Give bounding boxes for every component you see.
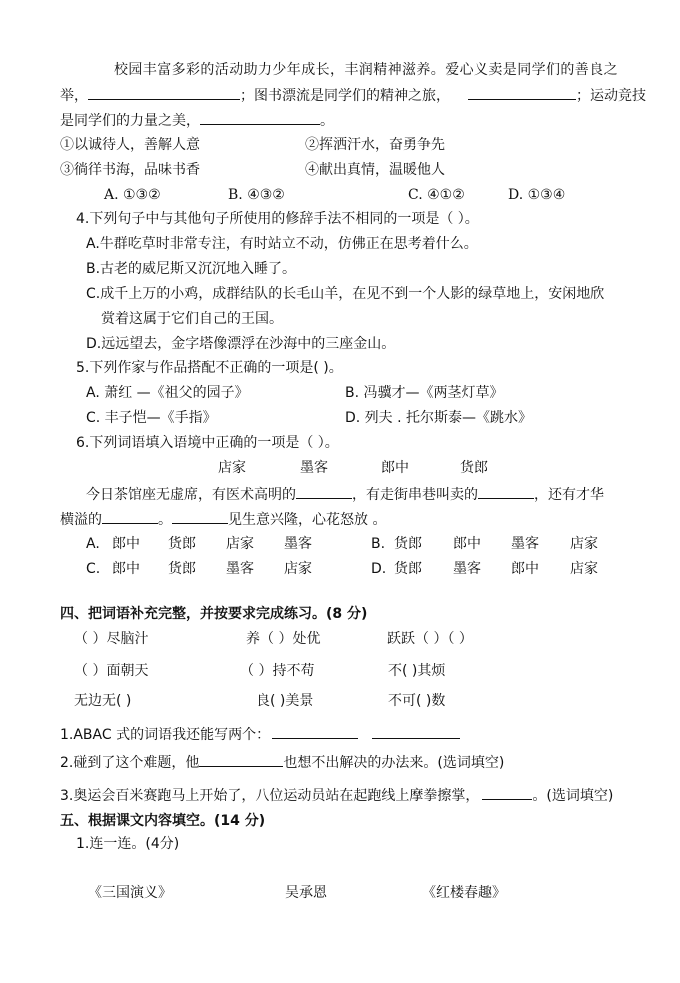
section-4-q1 [60,724,460,745]
q6-row-c-word: 店家 [284,561,312,577]
choice-b[interactable]: B. ④③② [228,187,285,203]
answer-blank[interactable] [468,85,576,100]
answer-blank[interactable] [482,785,532,800]
section-4-q3 [60,785,613,806]
q6-row-d-word: 货郎 [394,561,422,577]
match-item[interactable]: 《三国演义》 [88,885,172,901]
choice-c[interactable]: C. ④①② [408,187,465,203]
idiom-blank[interactable]: （ ）尽脑汁 [74,631,149,647]
passage-text: 。 [320,113,334,129]
q6-row-c-word: 墨客 [226,561,254,577]
q4-option-a[interactable]: A.牛群吃草时非常专注，有时站立不动，仿佛正在思考着什么。 [86,236,478,252]
passage-line-2 [60,85,646,106]
context-text: 今日茶馆座无虚席，有医术高明的 [86,487,296,503]
idiom-blank[interactable]: 不( )其烦 [388,663,446,679]
answer-blank[interactable] [372,724,460,739]
q4-stem: 4.下列句子中与其他句子所使用的修辞手法不相同的一项是（ ）。 [76,211,479,227]
q6-row-a-word: 墨客 [284,536,312,552]
q6-row-d-label[interactable]: D. [371,561,387,577]
q6-row-b-word: 货郎 [394,536,422,552]
q5-option-c[interactable]: C. 丰子恺—《手指》 [86,410,217,426]
passage-line-1: 校园丰富多彩的活动助力少年成长，丰润精神滋养。爱心义卖是同学们的善良之 [114,62,618,78]
word-4: 货郎 [460,460,488,476]
section-5-title: 五、根据课文内容填空。(14 分) [60,813,266,829]
word-3: 郎中 [381,460,409,476]
q6-context-line-1 [86,484,604,505]
q4-option-c-line1[interactable]: C.成千上万的小鸡，成群结队的长毛山羊，在见不到一个人影的绿草地上，安闲地欣 [86,286,605,302]
q6-row-a-word: 货郎 [168,536,196,552]
choice-d[interactable]: D. ①③④ [508,187,566,203]
idiom-blank[interactable]: 不可( )数 [388,693,446,709]
q5-option-a[interactable]: A. 萧红 —《祖父的园子》 [86,385,249,401]
passage-line-3 [60,110,334,131]
idiom-blank[interactable]: 无边无( ) [74,693,132,709]
q6-row-c-label[interactable]: C. [86,561,101,577]
word-1: 店家 [218,460,246,476]
q6-row-a-word: 郎中 [112,536,140,552]
q6-row-c-word: 郎中 [112,561,140,577]
question-text: 2.碰到了这个难题，他 [60,755,200,771]
question-text: 。(选词填空) [532,788,614,804]
context-text: ，有走街串巷叫卖的 [352,487,478,503]
context-text: ，还有才华 [534,487,604,503]
match-item[interactable]: 吴承恩 [285,885,327,901]
q6-row-d-word: 墨客 [453,561,481,577]
q6-row-a-word: 店家 [226,536,254,552]
section-5-sub: 1.连一连。(4分) [76,836,180,852]
q6-stem: 6.下列词语填入语境中正确的一项是（ ）。 [76,435,339,451]
match-item[interactable]: 《红楼春趣》 [422,885,506,901]
passage-text: ；运动竞技 [576,88,646,104]
answer-blank[interactable] [296,484,352,499]
q6-row-b-word: 墨客 [511,536,539,552]
idiom-blank[interactable]: （ ）持不苟 [240,663,315,679]
idiom-blank[interactable]: （ ）面朝天 [74,663,149,679]
answer-blank[interactable] [200,110,320,125]
question-text: 1.ABAC 式的词语我还能写两个： [60,727,271,743]
context-text: 横溢的 [60,512,102,528]
passage-text: 是同学们的力量之美， [60,113,200,129]
q6-row-b-word: 郎中 [453,536,481,552]
context-text: 见生意兴隆，心花怒放 。 [228,512,387,528]
option-3: ③徜徉书海，品味书香 [60,162,200,178]
q5-option-d[interactable]: D. 列夫 . 托尔斯泰—《跳水》 [345,410,533,426]
idiom-blank[interactable]: 良( )美景 [256,693,314,709]
q6-row-d-word: 店家 [570,561,598,577]
q5-option-b[interactable]: B. 冯骥才—《两茎灯草》 [345,385,504,401]
idiom-blank[interactable]: 养（ ）处优 [246,631,321,647]
idiom-blank[interactable]: 跃跃（ ）（ ） [387,631,473,647]
answer-blank[interactable] [272,724,358,739]
question-text: 3.奥运会百米赛跑马上开始了，八位运动员站在起跑线上摩拳擦掌， [60,788,480,804]
passage-text: 举， [60,88,88,104]
q6-context-line-2 [60,509,386,530]
choice-a[interactable]: A. ①③② [104,187,161,203]
answer-blank[interactable] [88,85,240,100]
question-text: 也想不出解决的办法来。(选词填空) [283,755,505,771]
word-2: 墨客 [300,460,328,476]
q5-stem: 5.下列作家与作品搭配不正确的一项是( )。 [76,360,343,376]
section-4-title: 四、把词语补充完整，并按要求完成练习。(8 分) [60,606,368,622]
option-2: ②挥洒汗水，奋勇争先 [305,137,445,153]
q4-option-b[interactable]: B.古老的威尼斯又沉沉地入睡了。 [86,261,297,277]
passage-text: ；图书漂流是同学们的精神之旅， [240,88,450,104]
answer-blank[interactable] [172,509,228,524]
q4-option-d[interactable]: D.远远望去，金字塔像漂浮在沙海中的三座金山。 [86,336,396,352]
context-text: 。 [158,512,172,528]
q4-option-c-line2: 赏着这属于它们自己的王国。 [101,311,283,327]
q6-row-b-word: 店家 [570,536,598,552]
q6-row-a-label[interactable]: A. [86,536,100,552]
q6-row-c-word: 货郎 [168,561,196,577]
answer-blank[interactable] [199,752,283,767]
section-4-q2 [60,752,504,773]
q6-row-d-word: 郎中 [511,561,539,577]
answer-blank[interactable] [102,509,158,524]
q6-row-b-label[interactable]: B. [371,536,386,552]
option-1: ①以诚待人，善解人意 [60,137,200,153]
answer-blank[interactable] [478,484,534,499]
option-4: ④献出真情，温暖他人 [305,162,445,178]
